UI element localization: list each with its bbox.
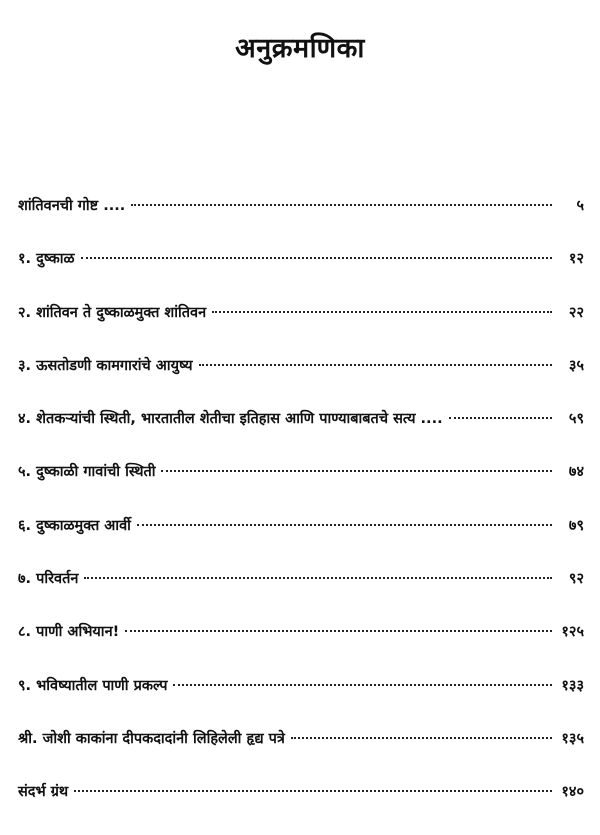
toc-entry-page: ९२ (568, 571, 584, 588)
toc-entry (18, 355, 584, 381)
dot-leader (291, 737, 552, 739)
toc-entry-label: ५. दुष्काळी गावांची स्थिती (18, 464, 156, 481)
toc-entry (18, 515, 584, 541)
dot-leader (161, 470, 552, 472)
toc-entry-label: ४. शेतकऱ्यांची स्थिती, भारतातील शेतीचा इतिहास आणि पाण्याबाबतचे सत्य .... (18, 411, 443, 428)
toc-entry-label: शांतिवनची गोष्ट .... (18, 198, 126, 214)
toc-entry (18, 408, 584, 434)
dot-leader (137, 524, 552, 526)
table-of-contents (18, 195, 584, 835)
toc-entry (18, 781, 584, 807)
toc-entry-label: ९. भविष्यातील पाणी प्रकल्प (18, 677, 168, 694)
dot-leader (74, 790, 552, 792)
toc-entry-page: १४० (561, 784, 584, 801)
toc-entry-label: ३. ऊसतोडणी कामगारांचे आयुष्य (18, 357, 193, 374)
toc-entry (18, 248, 584, 274)
toc-entry-page: २२ (568, 304, 584, 321)
toc-entry-page: १२५ (561, 624, 584, 641)
dot-leader (449, 417, 552, 419)
toc-entry-label: ७. परिवर्तन (18, 571, 79, 588)
toc-entry (18, 568, 584, 594)
dot-leader (84, 577, 552, 579)
toc-entry-label: ६. दुष्काळमुक्त आर्वी (18, 517, 131, 534)
toc-entry-label: श्री. जोशी काकांना दीपकदादांनी लिहिलेली हृद्य पत्रे (18, 730, 285, 747)
toc-entry-label: २. शांतिवन ते दुष्काळमुक्त शांतिवन (18, 304, 207, 321)
toc-entry (18, 302, 584, 328)
toc-entry-page: ७९ (568, 517, 584, 534)
dot-leader (131, 204, 552, 206)
toc-entry-label: ८. पाणी अभियान! (18, 624, 120, 641)
page-title: अनुक्रमणिका (235, 33, 365, 64)
dot-leader (212, 311, 552, 313)
toc-entry (18, 675, 584, 701)
dot-leader (199, 364, 552, 366)
toc-entry-page: १३५ (561, 730, 584, 747)
toc-entry-page: ५९ (568, 411, 584, 428)
toc-entry-label: संदर्भ ग्रंथ (18, 784, 69, 801)
dot-leader (81, 257, 552, 259)
toc-entry (18, 461, 584, 487)
toc-entry-page: ३५ (568, 357, 584, 374)
toc-entry-page: ७४ (568, 464, 584, 481)
toc-entry-page: १२ (568, 251, 584, 268)
dot-leader (173, 684, 552, 686)
toc-entry (18, 621, 584, 647)
toc-entry-label: १. दुष्काळ (18, 251, 75, 268)
dot-leader (125, 630, 552, 632)
toc-entry-page: १३३ (561, 677, 584, 694)
toc-entry-page: ५ (576, 198, 584, 214)
toc-entry (18, 195, 584, 221)
toc-entry (18, 728, 584, 754)
